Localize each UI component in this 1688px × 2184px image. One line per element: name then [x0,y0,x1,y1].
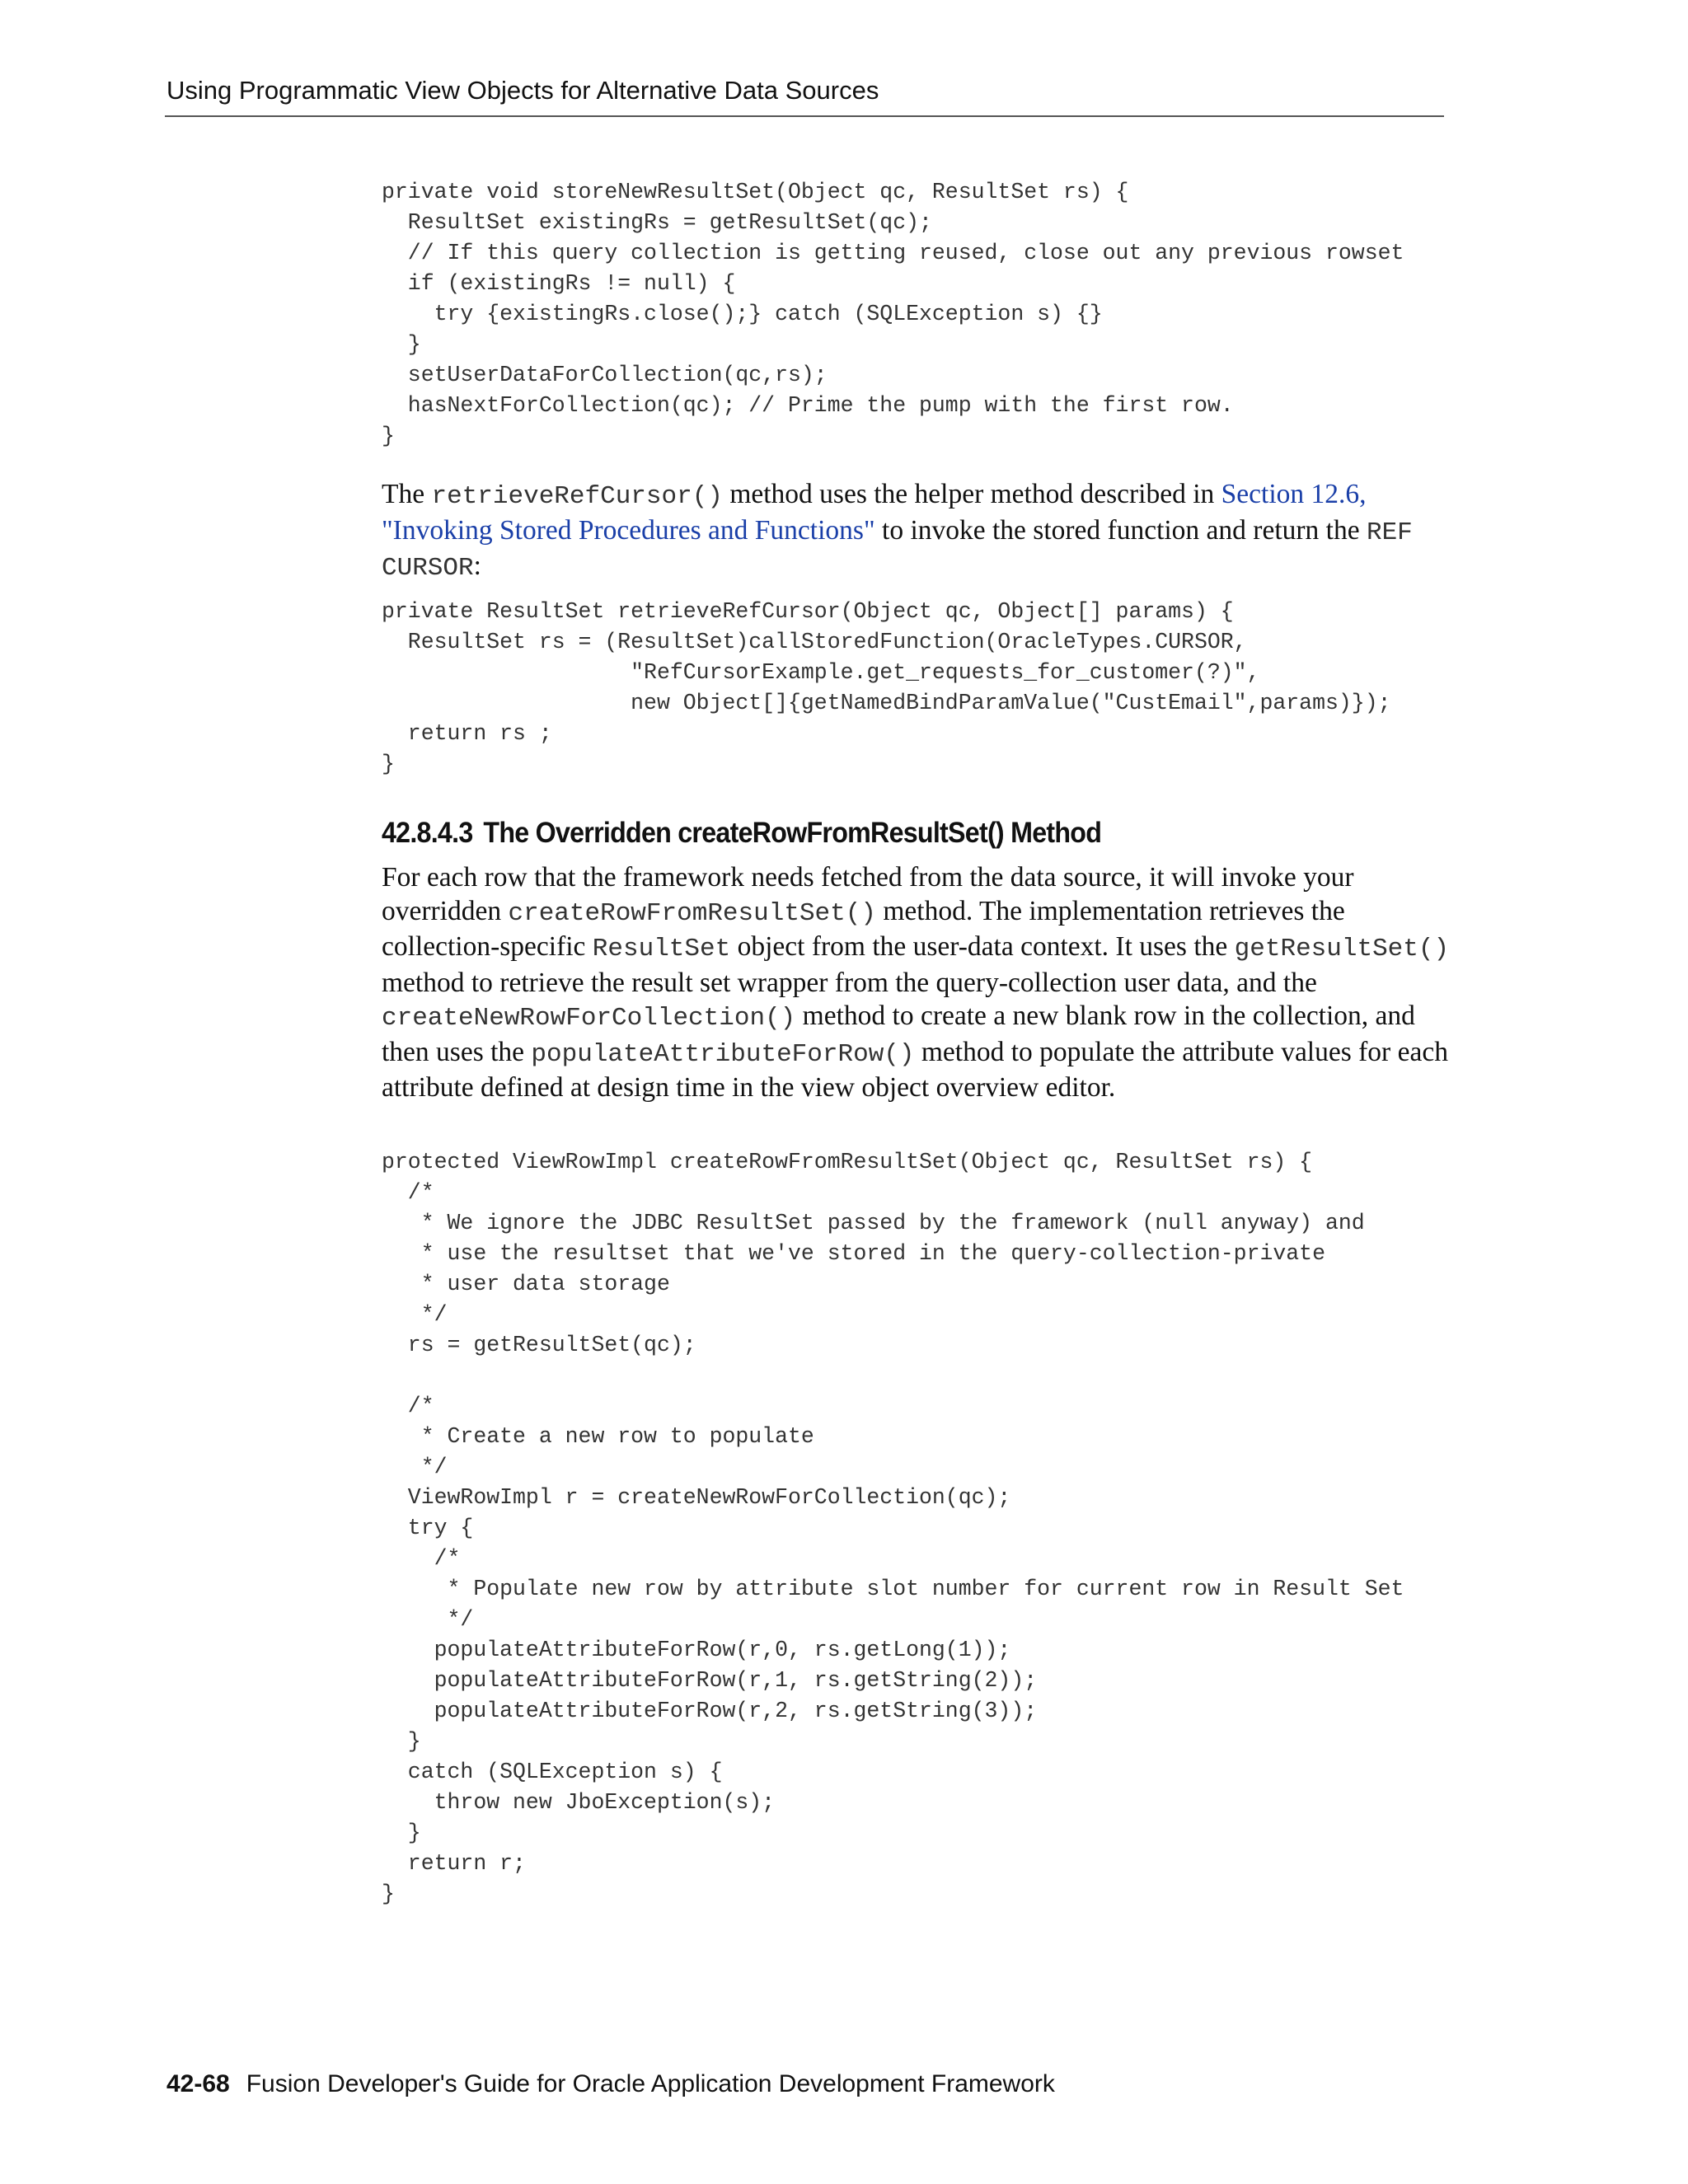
code-line: /* [382,1180,434,1205]
code-line: } [382,332,421,357]
code-line: * user data storage [382,1272,670,1296]
inline-code: REF CURSOR [382,518,1413,583]
code-line: protected ViewRowImpl createRowFromResultSet(Object qc, ResultSet rs) { [382,1150,1313,1174]
code-line: catch (SQLException s) { [382,1760,723,1784]
para-text: to invoke the stored function and return the [874,514,1367,546]
code-line: private ResultSet retrieveRefCursor(Object qc, Object[] params) { [382,599,1234,624]
para-text: method. The implementation retrieves the collection-specific [382,895,1345,962]
para-text: The [382,479,432,509]
code-line: * Populate new row by attribute slot number for current row in Result Set [382,1577,1404,1601]
section-title: The Overridden createRowFromResultSet() Method [483,817,1102,849]
code-line: populateAttributeForRow(r,2, rs.getString(3)); [382,1699,1038,1723]
page-number: 42-68 [166,2070,230,2097]
code-line: return r; [382,1851,526,1876]
para-text: object from the user-data context. It uses the [730,931,1235,962]
code-line: new Object[]{getNamedBindParamValue("CustEmail",params)}); [382,691,1391,715]
code-line: * Create a new row to populate [382,1424,814,1449]
inline-code: ResultSet [592,935,731,963]
code-line: private void storeNewResultSet(Object qc, ResultSet rs) { [382,180,1129,204]
para-text: method to retrieve the result set wrapper from the query-collection user data, and the [382,967,1317,998]
para-text: method uses the helper method described in [722,479,1221,509]
code-line: hasNextForCollection(qc); // Prime the pump with the first row. [382,393,1234,418]
page-footer [166,2070,1055,2098]
code-line: try {existingRs.close();} catch (SQLException s) {} [382,302,1103,326]
code-line: } [382,1882,395,1906]
section-number: 42.8.4.3 [382,817,473,849]
inline-code: populateAttributeForRow() [531,1039,915,1069]
para-text: method to populate the attribute values for each attribute defined at design time in the view object overview editor. [382,1036,1448,1103]
code-line: /* [382,1546,461,1571]
inline-code: createRowFromResultSet() [508,898,876,928]
code-line: * We ignore the JDBC ResultSet passed by the framework (null anyway) and [382,1211,1365,1235]
code-block-retrieve-ref-cursor [382,597,1391,780]
code-line: populateAttributeForRow(r,1, rs.getString(2)); [382,1668,1038,1693]
inline-code: getResultSet() [1234,935,1450,963]
inline-code: retrieveRefCursor() [431,482,723,511]
paragraph-create-row-from-result-set [382,861,1453,1105]
para-text: method to create a new blank row in the collection, and then uses the [382,1001,1415,1067]
code-line: throw new JboException(s); [382,1790,776,1815]
code-line: setUserDataForCollection(qc,rs); [382,363,828,387]
code-line: ResultSet rs = (ResultSet)callStoredFunction(OracleTypes.CURSOR, [382,630,1247,654]
para-text: For each row that the framework needs fetched from the data source, it will invoke your overridden [382,862,1354,926]
header-rule [165,115,1444,117]
code-line: /* [382,1394,434,1418]
code-line: "RefCursorExample.get_requests_for_customer(?)", [382,660,1260,685]
code-line: return rs ; [382,721,552,746]
code-line [382,1361,1404,1391]
code-line: ViewRowImpl r = createNewRowForCollection(qc); [382,1485,1011,1510]
para-text: : [473,551,481,581]
code-block-create-row-from-result-set [382,1147,1404,1910]
code-line: */ [382,1302,448,1327]
running-header: Using Programmatic View Objects for Alternative Data Sources [166,76,879,105]
code-line: populateAttributeForRow(r,0, rs.getLong(1)); [382,1638,1011,1662]
inline-code: createNewRowForCollection() [382,1004,796,1033]
paragraph-retrieve-ref-cursor [382,478,1453,586]
code-line: */ [382,1607,474,1632]
code-line: try { [382,1516,474,1540]
code-line: rs = getResultSet(qc); [382,1333,696,1357]
code-line: // If this query collection is getting reused, close out any previous rowset [382,241,1404,265]
code-line: } [382,1729,421,1754]
code-line: * use the resultset that we've stored in the query-collection-private [382,1241,1325,1266]
section-cross-reference-link[interactable]: Section 12.6, "Invoking Stored Procedures and Functions" [382,479,1367,546]
code-block-store-new-result-set [382,177,1404,452]
section-heading [382,817,1101,850]
code-line: ResultSet existingRs = getResultSet(qc); [382,210,932,235]
code-line: } [382,1821,421,1845]
code-line: */ [382,1455,448,1479]
code-line: if (existingRs != null) { [382,271,736,296]
code-line: } [382,424,395,448]
book-title: Fusion Developer's Guide for Oracle Application Development Framework [246,2070,1055,2097]
code-line: } [382,752,395,776]
